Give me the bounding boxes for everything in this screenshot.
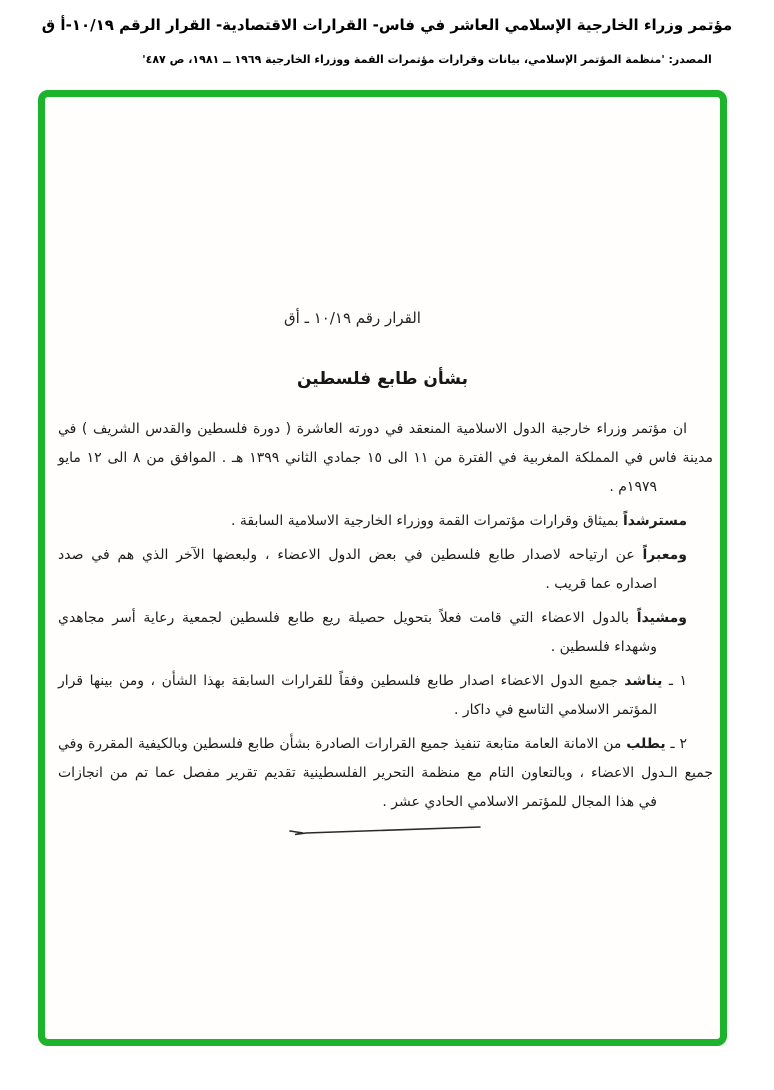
text-line: وشهداء فلسطين . (550, 639, 657, 655)
resolution-number-heading: القرار رقم ١٠/١٩ ـ أق (284, 309, 421, 327)
text-line: ومعبراً عن ارتياحه لاصدار طابع فلسطين في بعض الدول الاعضاء ، ولبعضها الآخر الذي هم في صدد (58, 547, 687, 563)
paragraph-preamble-session (58, 415, 713, 502)
text-line: جميع الـدول الاعضاء ، وبالتعاون التام مع منظمة التحرير الفلسطينية تقديم تقرير مفصل عما تم من انجازات (58, 765, 713, 781)
header-source: المصدر: 'منظمة المؤتمر الإسلامي، بيانات وقرارات مؤتمرات القمة ووزراء الخارجية ١٩٦٩ ــ ١٩٨١، ص ٤٨٧' (142, 53, 712, 66)
text-line: ١ ـ يناشد جميع الدول الاعضاء اصدار طابع فلسطين وفقاً للقرارات السابقة بهذا الشأن ، ومن بينها قرار (58, 673, 687, 689)
resolution-subject-heading: بشأن طابع فلسطين (297, 369, 468, 389)
paragraph-operative-clause-1 (58, 667, 713, 725)
text-line: ١٩٧٩م . (609, 479, 657, 495)
text-line: ان مؤتمر وزراء خارجية الدول الاسلامية المنعقد في دورته العاشرة ( دورة فلسطين والقدس الشريف ) في (58, 421, 687, 437)
scanned-page (45, 97, 720, 1039)
text-line: ٢ ـ يطلب من الامانة العامة متابعة تنفيذ جميع القرارات الصادرة بشأن طابع فلسطين وبالكيفية المقررة وفي (58, 736, 687, 752)
document-body (58, 415, 713, 822)
header-title: مؤتمر وزراء الخارجية الإسلامي العاشر في فاس- القرارات الاقتصادية- القرار الرقم ١٠/١٩-أ ق (41, 16, 733, 34)
paragraph-preamble-guided-by-charter (58, 507, 713, 536)
text-line: ومشيداً بالدول الاعضاء التي قامت فعلاً بتحويل حصيلة ريع طابع فلسطين لجمعية رعاية أسر مجاهدي (58, 610, 687, 626)
text-line: في هذا المجال للمؤتمر الاسلامي الحادي عشر . (382, 794, 657, 810)
text-line: مسترشداً بميثاق وقرارات مؤتمرات القمة ووزراء الخارجية الاسلامية السابقة . (230, 513, 687, 529)
paragraph-preamble-expressing-satisfaction (58, 541, 713, 599)
closing-rule (287, 821, 483, 837)
text-line: اصداره عما قريب . (545, 576, 657, 592)
paragraph-operative-clause-2 (58, 730, 713, 817)
text-line: مدينة فاس في المملكة المغربية في الفترة من ١١ الى ١٥ جمادي الثاني ١٣٩٩ هـ . الموافق من ٨ الى ١٢ مايو (58, 450, 713, 466)
paragraph-preamble-commending-states (58, 604, 713, 662)
document-frame (38, 90, 727, 1046)
text-line: المؤتمر الاسلامي التاسع في داكار . (453, 702, 657, 718)
